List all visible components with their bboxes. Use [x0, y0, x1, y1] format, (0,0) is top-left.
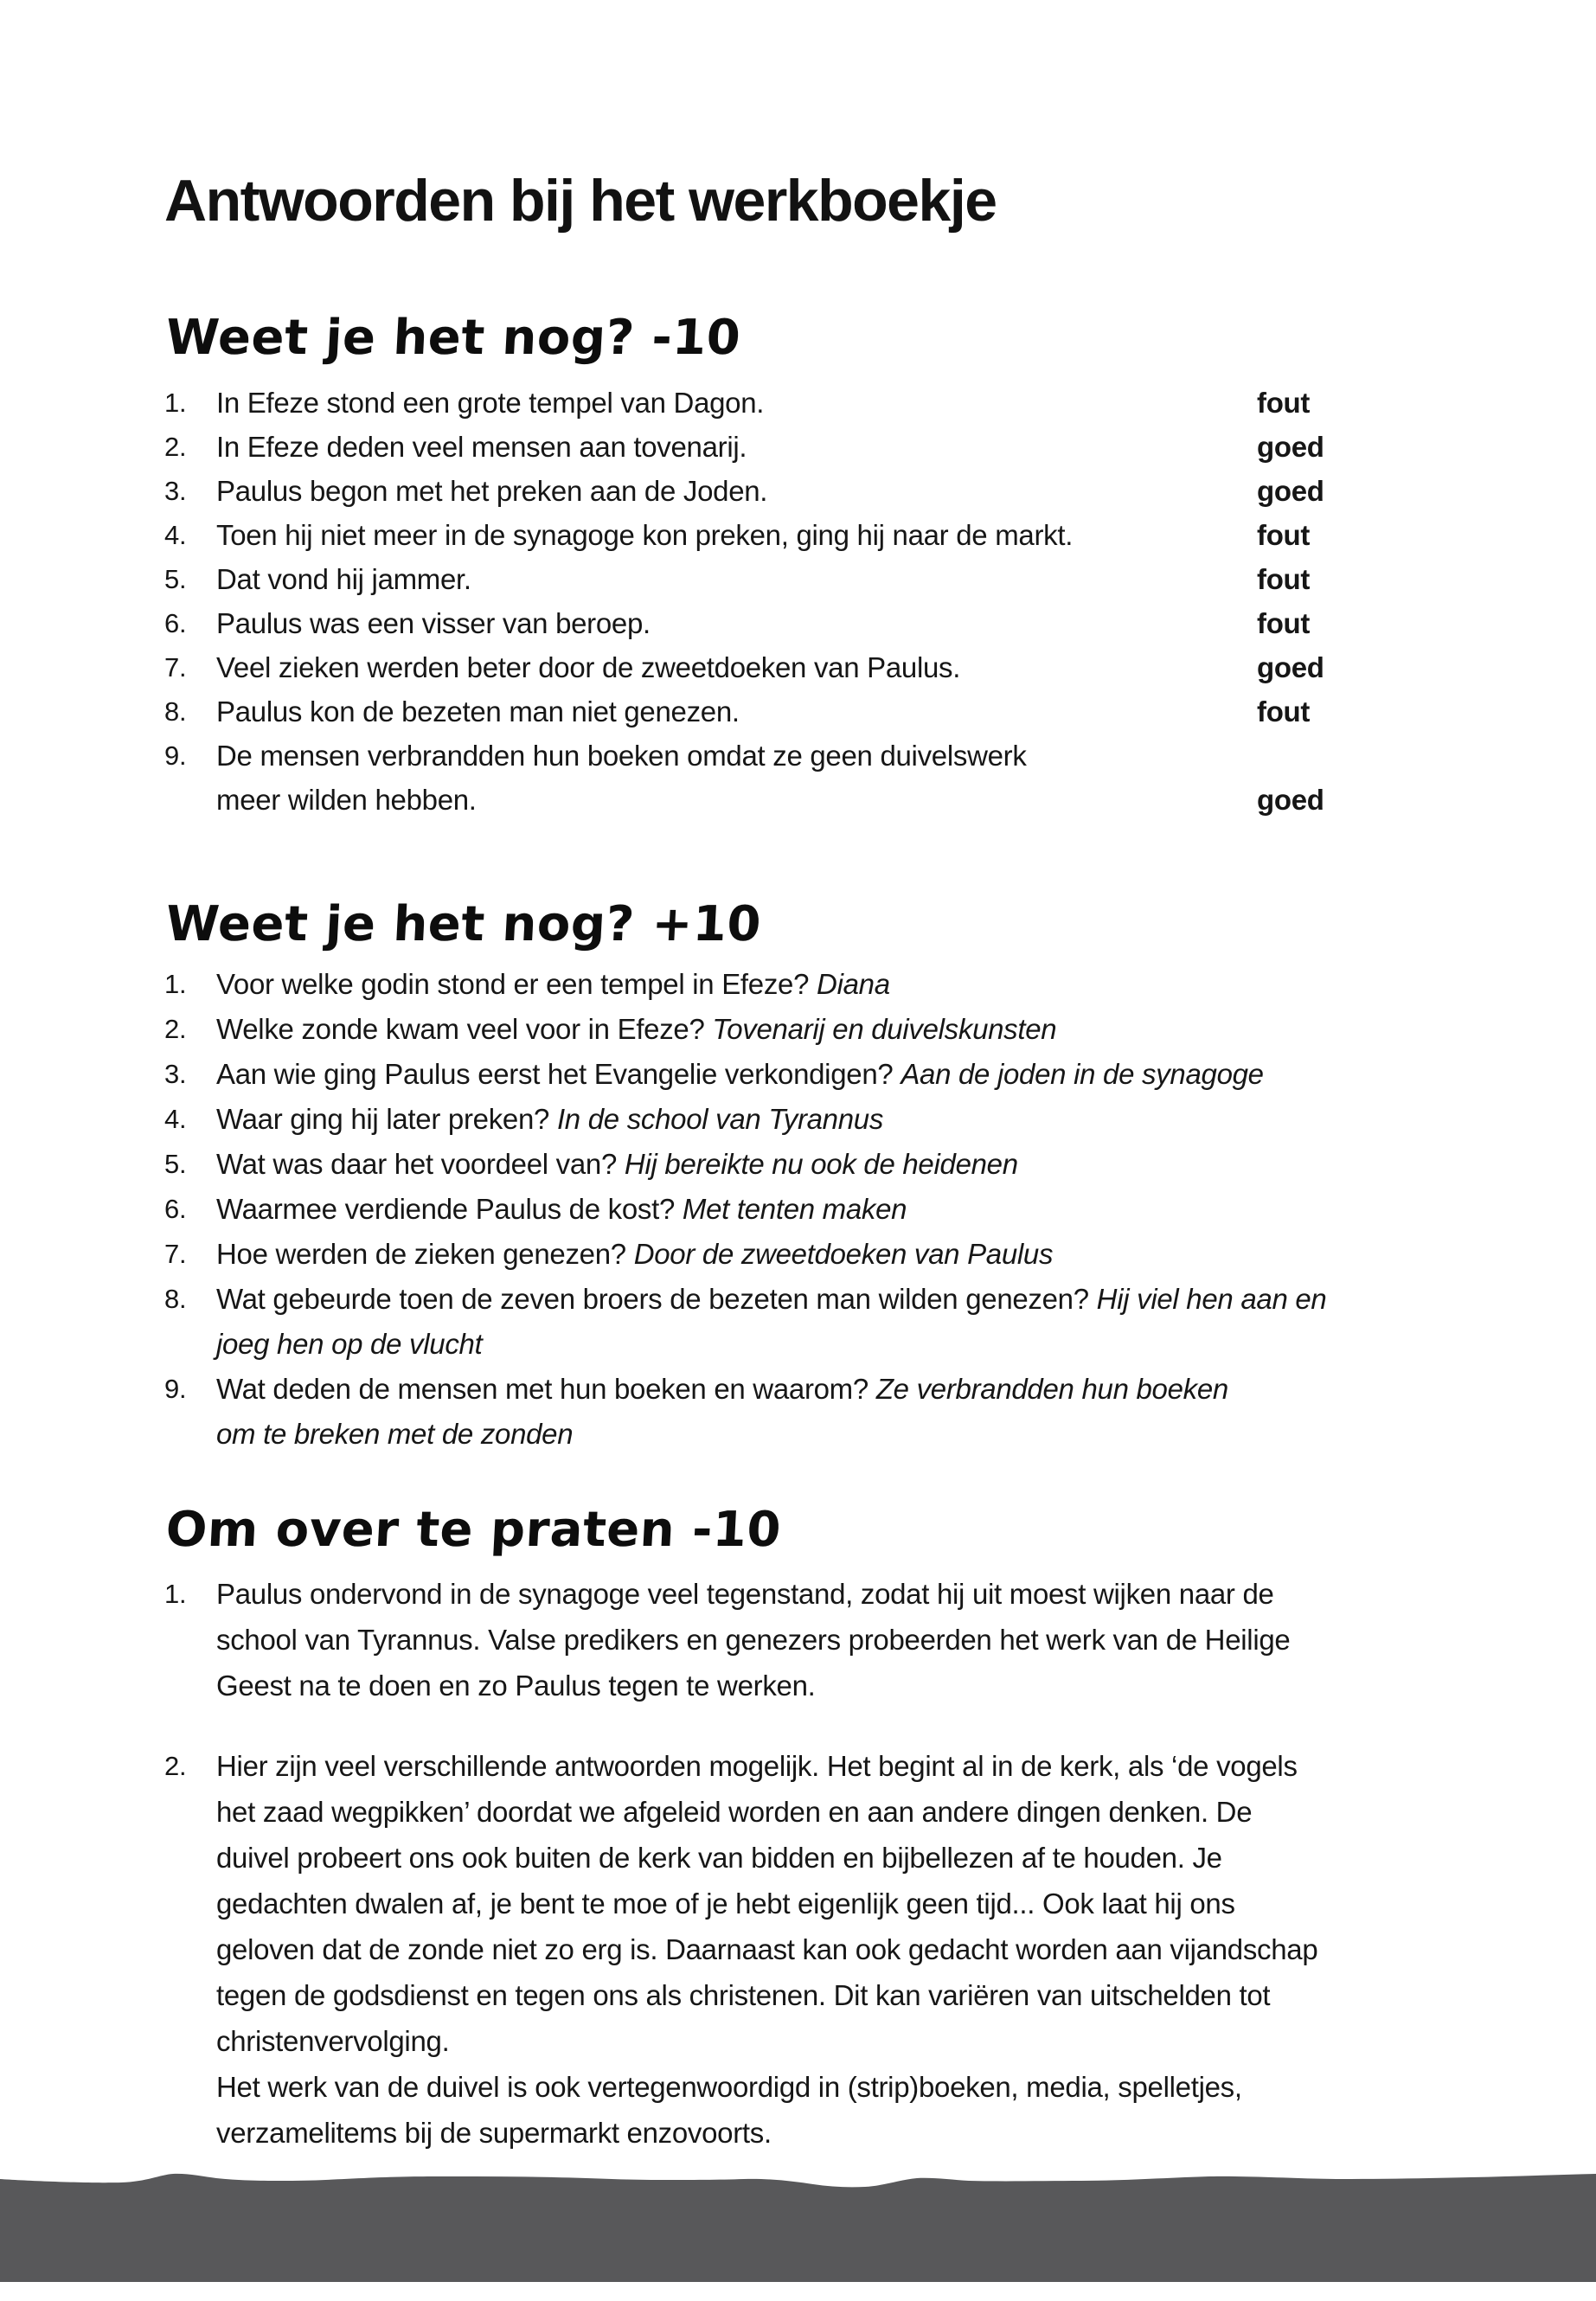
question-answer-text — [216, 1007, 1328, 1052]
list-item — [164, 1277, 1328, 1367]
verdict-label: goed — [1257, 784, 1324, 816]
list-item — [164, 1367, 1328, 1457]
item-number: 2. — [164, 432, 187, 462]
list-item — [164, 601, 1328, 645]
answer-text: Ze verbrandden hun boeken om te breken met de zonden — [216, 1373, 1228, 1450]
discussion-list — [164, 1571, 1328, 2156]
list-item — [164, 1187, 1328, 1232]
list-item — [164, 689, 1328, 734]
item-number: 4. — [164, 1104, 187, 1134]
item-number: 1. — [164, 969, 187, 999]
list-item — [164, 1052, 1328, 1097]
list-item — [164, 425, 1328, 469]
item-number: 3. — [164, 476, 187, 506]
question-answer-text — [216, 1097, 1328, 1142]
paragraph-text: Paulus ondervond in de synagoge veel tegenstand, zodat hij uit moest wijken naar de school van Tyrannus. Valse predikers en genezers probeerden het werk van de Heilige Geest na te doen en zo Paulus tegen te werken. — [216, 1578, 1291, 1702]
question-text: Wat deden de mensen met hun boeken en waarom? — [216, 1373, 869, 1405]
paragraph-block — [216, 1571, 1328, 1708]
list-item — [164, 962, 1328, 1007]
item-number: 2. — [164, 1751, 187, 1781]
answer-text: Met tenten maken — [682, 1193, 907, 1225]
statement-text: De mensen verbrandden hun boeken omdat ze geen duivelswerk meer wilden hebben. — [216, 740, 1027, 816]
list-item — [164, 734, 1328, 822]
answer-text: Aan de joden in de synagoge — [901, 1058, 1264, 1090]
question-text: Welke zonde kwam veel voor in Efeze? — [216, 1013, 705, 1045]
statement-text: Paulus begon met het preken aan de Joden. — [216, 475, 768, 507]
question-text: Hoe werden de zieken genezen? — [216, 1238, 626, 1270]
verdict-label: goed — [1257, 475, 1324, 507]
question-answer-text — [216, 1052, 1328, 1097]
question-answer-text — [216, 1367, 1254, 1457]
paragraph-text: Hier zijn veel verschillende antwoorden mogelijk. Het begint al in de kerk, als ‘de vogels het zaad wegpikken’ doordat we afgeleid worden en aan andere dingen denken. De duivel probeert ons ook buiten de kerk van bidden en bijbellezen af te houden. Je gedachten dwalen af, je bent te moe of je hebt eigenlijk geen tijd... Ook laat hij ons geloven dat de zonde niet zo erg is. Daarnaast kan ook gedacht worden aan vijandschap tegen de godsdienst en tegen ons als christenen. Dit kan variëren van uitschelden tot christenvervolging. — [216, 1750, 1318, 2057]
question-answer-text — [216, 962, 1328, 1007]
section-heading-weet-je-het-nog-min10: Weet je het nog? -10 — [164, 310, 742, 366]
item-number: 6. — [164, 608, 187, 638]
verdict-label: fout — [1257, 387, 1311, 419]
list-item — [164, 557, 1328, 601]
item-number: 8. — [164, 696, 187, 727]
list-item — [164, 513, 1328, 557]
item-number: 7. — [164, 652, 187, 683]
section-heading-om-over-te-praten: Om over te praten -10 — [164, 1502, 783, 1558]
question-answer-text — [216, 1232, 1328, 1277]
list-item — [164, 469, 1328, 513]
question-text: Waar ging hij later preken? — [216, 1103, 550, 1135]
answer-text: Door de zweetdoeken van Paulus — [633, 1238, 1054, 1270]
list-item — [164, 1142, 1328, 1187]
item-number: 7. — [164, 1239, 187, 1269]
footer-wave-graphic — [0, 2171, 1596, 2301]
list-item — [164, 1743, 1328, 2156]
question-text: Voor welke godin stond er een tempel in Efeze? — [216, 968, 810, 1000]
statement-text: Paulus kon de bezeten man niet genezen. — [216, 695, 740, 727]
statement-text: In Efeze deden veel mensen aan tovenarij. — [216, 431, 747, 463]
item-number: 9. — [164, 1374, 187, 1404]
question-answer-text — [216, 1187, 1328, 1232]
item-number: 6. — [164, 1194, 187, 1224]
item-number: 8. — [164, 1284, 187, 1314]
item-number: 4. — [164, 520, 187, 550]
item-number: 3. — [164, 1059, 187, 1089]
statement-text: Dat vond hij jammer. — [216, 563, 471, 595]
verdict-label: fout — [1257, 607, 1311, 639]
question-answer-text — [216, 1142, 1328, 1187]
statement-text: Veel zieken werden beter door de zweetdoeken van Paulus. — [216, 651, 961, 683]
answer-text: Diana — [817, 968, 890, 1000]
verdict-label: fout — [1257, 519, 1311, 551]
page-content — [164, 0, 1328, 2156]
list-item — [164, 1007, 1328, 1052]
verdict-label: fout — [1257, 563, 1311, 595]
item-number: 2. — [164, 1014, 187, 1044]
question-text: Wat gebeurde toen de zeven broers de bezeten man wilden genezen? — [216, 1283, 1089, 1315]
statement-text: Paulus was een visser van beroep. — [216, 607, 651, 639]
section-heading-weet-je-het-nog-plus10: Weet je het nog? +10 — [164, 896, 763, 952]
item-number: 5. — [164, 564, 187, 594]
answer-text: In de school van Tyrannus — [556, 1103, 884, 1135]
statement-list — [164, 381, 1328, 822]
question-text: Aan wie ging Paulus eerst het Evangelie verkondigen? — [216, 1058, 894, 1090]
question-text: Wat was daar het voordeel van? — [216, 1148, 618, 1180]
list-item — [164, 381, 1328, 425]
item-number: 1. — [164, 388, 187, 418]
verdict-label: fout — [1257, 695, 1311, 727]
question-answer-text — [216, 1277, 1328, 1367]
page-title: Antwoorden bij het werkboekje — [164, 168, 997, 234]
statement-text: Toen hij niet meer in de synagoge kon preken, ging hij naar de markt. — [216, 519, 1074, 551]
paragraph-block — [216, 1743, 1328, 2156]
item-number: 5. — [164, 1149, 187, 1179]
answer-text: Hij bereikte nu ook de heidenen — [624, 1148, 1018, 1180]
question-text: Waarmee verdiende Paulus de kost? — [216, 1193, 676, 1225]
list-item — [164, 1571, 1328, 1708]
verdict-label: goed — [1257, 651, 1324, 683]
verdict-label: goed — [1257, 431, 1324, 463]
item-number: 1. — [164, 1579, 187, 1609]
statement-text: In Efeze stond een grote tempel van Dagon. — [216, 387, 765, 419]
paragraph-text: Het werk van de duivel is ook vertegenwoordigd in (strip)boeken, media, spelletjes, verzamelitems bij de supermarkt enzovoorts. — [216, 2071, 1242, 2149]
list-item — [164, 1097, 1328, 1142]
answer-text: Tovenarij en duivelskunsten — [712, 1013, 1057, 1045]
answer-text: Hij viel hen aan en joeg hen op de vlucht — [216, 1283, 1327, 1360]
list-item — [164, 645, 1328, 689]
footer-wave-shape — [0, 2174, 1596, 2282]
question-list — [164, 962, 1328, 1457]
list-item — [164, 1232, 1328, 1277]
item-number: 9. — [164, 740, 187, 771]
